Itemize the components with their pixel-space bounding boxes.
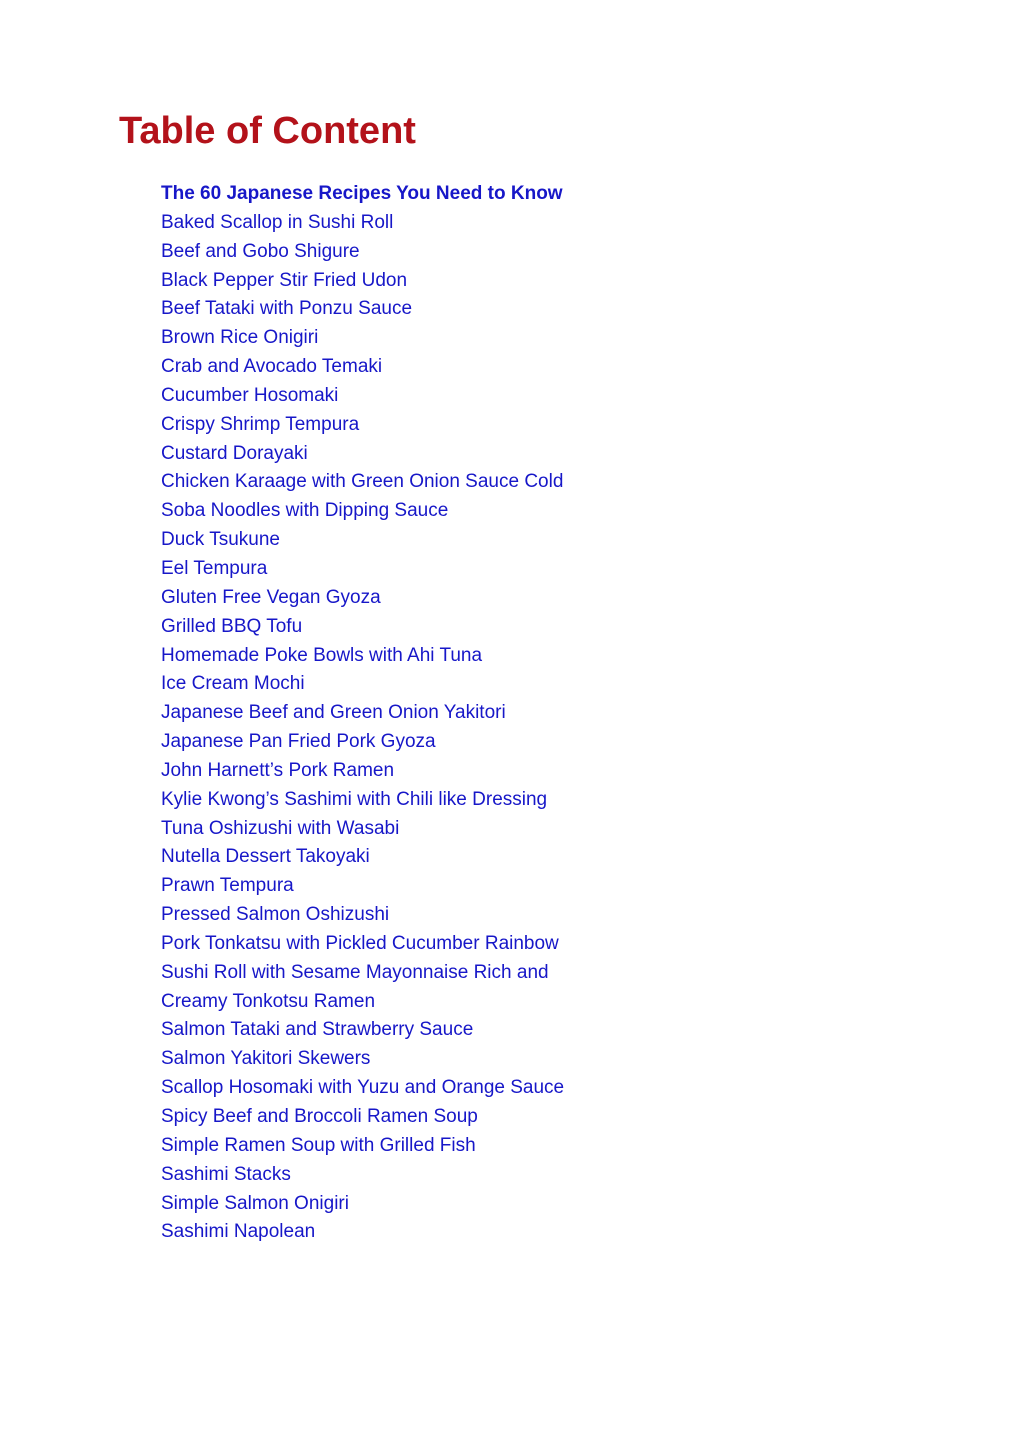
- toc-entry-vegan-gyoza[interactable]: Gluten Free Vegan Gyoza: [161, 586, 381, 608]
- toc-entry-duck-tsukune[interactable]: Duck Tsukune: [161, 529, 280, 551]
- page-title: Table of Content: [119, 110, 416, 152]
- toc-entry-beef-tataki[interactable]: Beef Tataki with Ponzu Sauce: [161, 298, 413, 320]
- toc-entry-salmon-onigiri[interactable]: Simple Salmon Onigiri: [161, 1192, 349, 1214]
- toc-entry-sashimi-napolean[interactable]: Sashimi Napolean: [161, 1221, 316, 1243]
- toc-entry-brown-rice-onigiri[interactable]: Brown Rice Onigiri: [161, 327, 319, 349]
- toc-entry-custard-dorayaki[interactable]: Custard Dorayaki: [161, 442, 308, 464]
- toc-entry-pork-ramen[interactable]: John Harnett’s Pork Ramen: [161, 759, 395, 781]
- toc-entry-crab-avocado-temaki[interactable]: Crab and Avocado Temaki: [161, 356, 383, 378]
- toc-entry-sushi-roll-sesame[interactable]: Sushi Roll with Sesame Mayonnaise Rich and: [161, 961, 549, 983]
- toc-entry-eel-tempura[interactable]: Eel Tempura: [161, 557, 268, 579]
- toc-entry-sashimi-stacks[interactable]: Sashimi Stacks: [161, 1163, 291, 1185]
- toc-entry-baked-scallop-sushi-roll[interactable]: Baked Scallop in Sushi Roll: [161, 211, 394, 233]
- toc-entry-grilled-bbq-tofu[interactable]: Grilled BBQ Tofu: [161, 615, 303, 637]
- toc-entry-crispy-shrimp-tempura[interactable]: Crispy Shrimp Tempura: [161, 413, 360, 435]
- toc-entry-sashimi-chili-dressing[interactable]: Kylie Kwong’s Sashimi with Chili like Dressing: [161, 788, 548, 810]
- toc-entry-spicy-beef-ramen[interactable]: Spicy Beef and Broccoli Ramen Soup: [161, 1106, 478, 1127]
- toc-entry-heading[interactable]: The 60 Japanese Recipes You Need to Know: [161, 183, 563, 204]
- toc-entry-salmon-tataki[interactable]: Salmon Tataki and Strawberry Sauce: [161, 1019, 474, 1041]
- toc-entry-salmon-yakitori[interactable]: Salmon Yakitori Skewers: [161, 1048, 371, 1070]
- toc-entry-tuna-oshizushi[interactable]: Tuna Oshizushi with Wasabi: [161, 817, 400, 839]
- toc-entry-tonkotsu-ramen[interactable]: Creamy Tonkotsu Ramen: [161, 990, 376, 1012]
- toc-entry-beef-gobo-shigure[interactable]: Beef and Gobo Shigure: [161, 240, 360, 262]
- toc-entry-black-pepper-udon[interactable]: Black Pepper Stir Fried Udon: [161, 269, 408, 291]
- toc-entry-scallop-hosomaki[interactable]: Scallop Hosomaki with Yuzu and Orange Sauce: [161, 1077, 565, 1099]
- toc-entry-soba-noodles[interactable]: Soba Noodles with Dipping Sauce: [161, 500, 449, 522]
- toc-entry-chicken-karaage[interactable]: Chicken Karaage with Green Onion Sauce Cold: [161, 471, 564, 493]
- toc-entry-pressed-salmon-oshizushi[interactable]: Pressed Salmon Oshizushi: [161, 904, 390, 926]
- toc-entry-poke-bowls[interactable]: Homemade Poke Bowls with Ahi Tuna: [161, 644, 483, 666]
- toc-entry-pork-tonkatsu[interactable]: Pork Tonkatsu with Pickled Cucumber Rainbow: [161, 932, 559, 954]
- toc-entry-pork-gyoza[interactable]: Japanese Pan Fried Pork Gyoza: [161, 731, 436, 753]
- toc-entry-nutella-takoyaki[interactable]: Nutella Dessert Takoyaki: [161, 846, 370, 868]
- toc-entry-beef-yakitori[interactable]: Japanese Beef and Green Onion Yakitori: [161, 702, 506, 724]
- toc-entry-ice-cream-mochi[interactable]: Ice Cream Mochi: [161, 673, 305, 695]
- toc-entry-prawn-tempura[interactable]: Prawn Tempura: [161, 875, 294, 897]
- toc-list: [161, 180, 564, 1247]
- toc-entry-cucumber-hosomaki[interactable]: Cucumber Hosomaki: [161, 384, 339, 406]
- toc-entry-ramen-grilled-fish[interactable]: Simple Ramen Soup with Grilled Fish: [161, 1134, 476, 1156]
